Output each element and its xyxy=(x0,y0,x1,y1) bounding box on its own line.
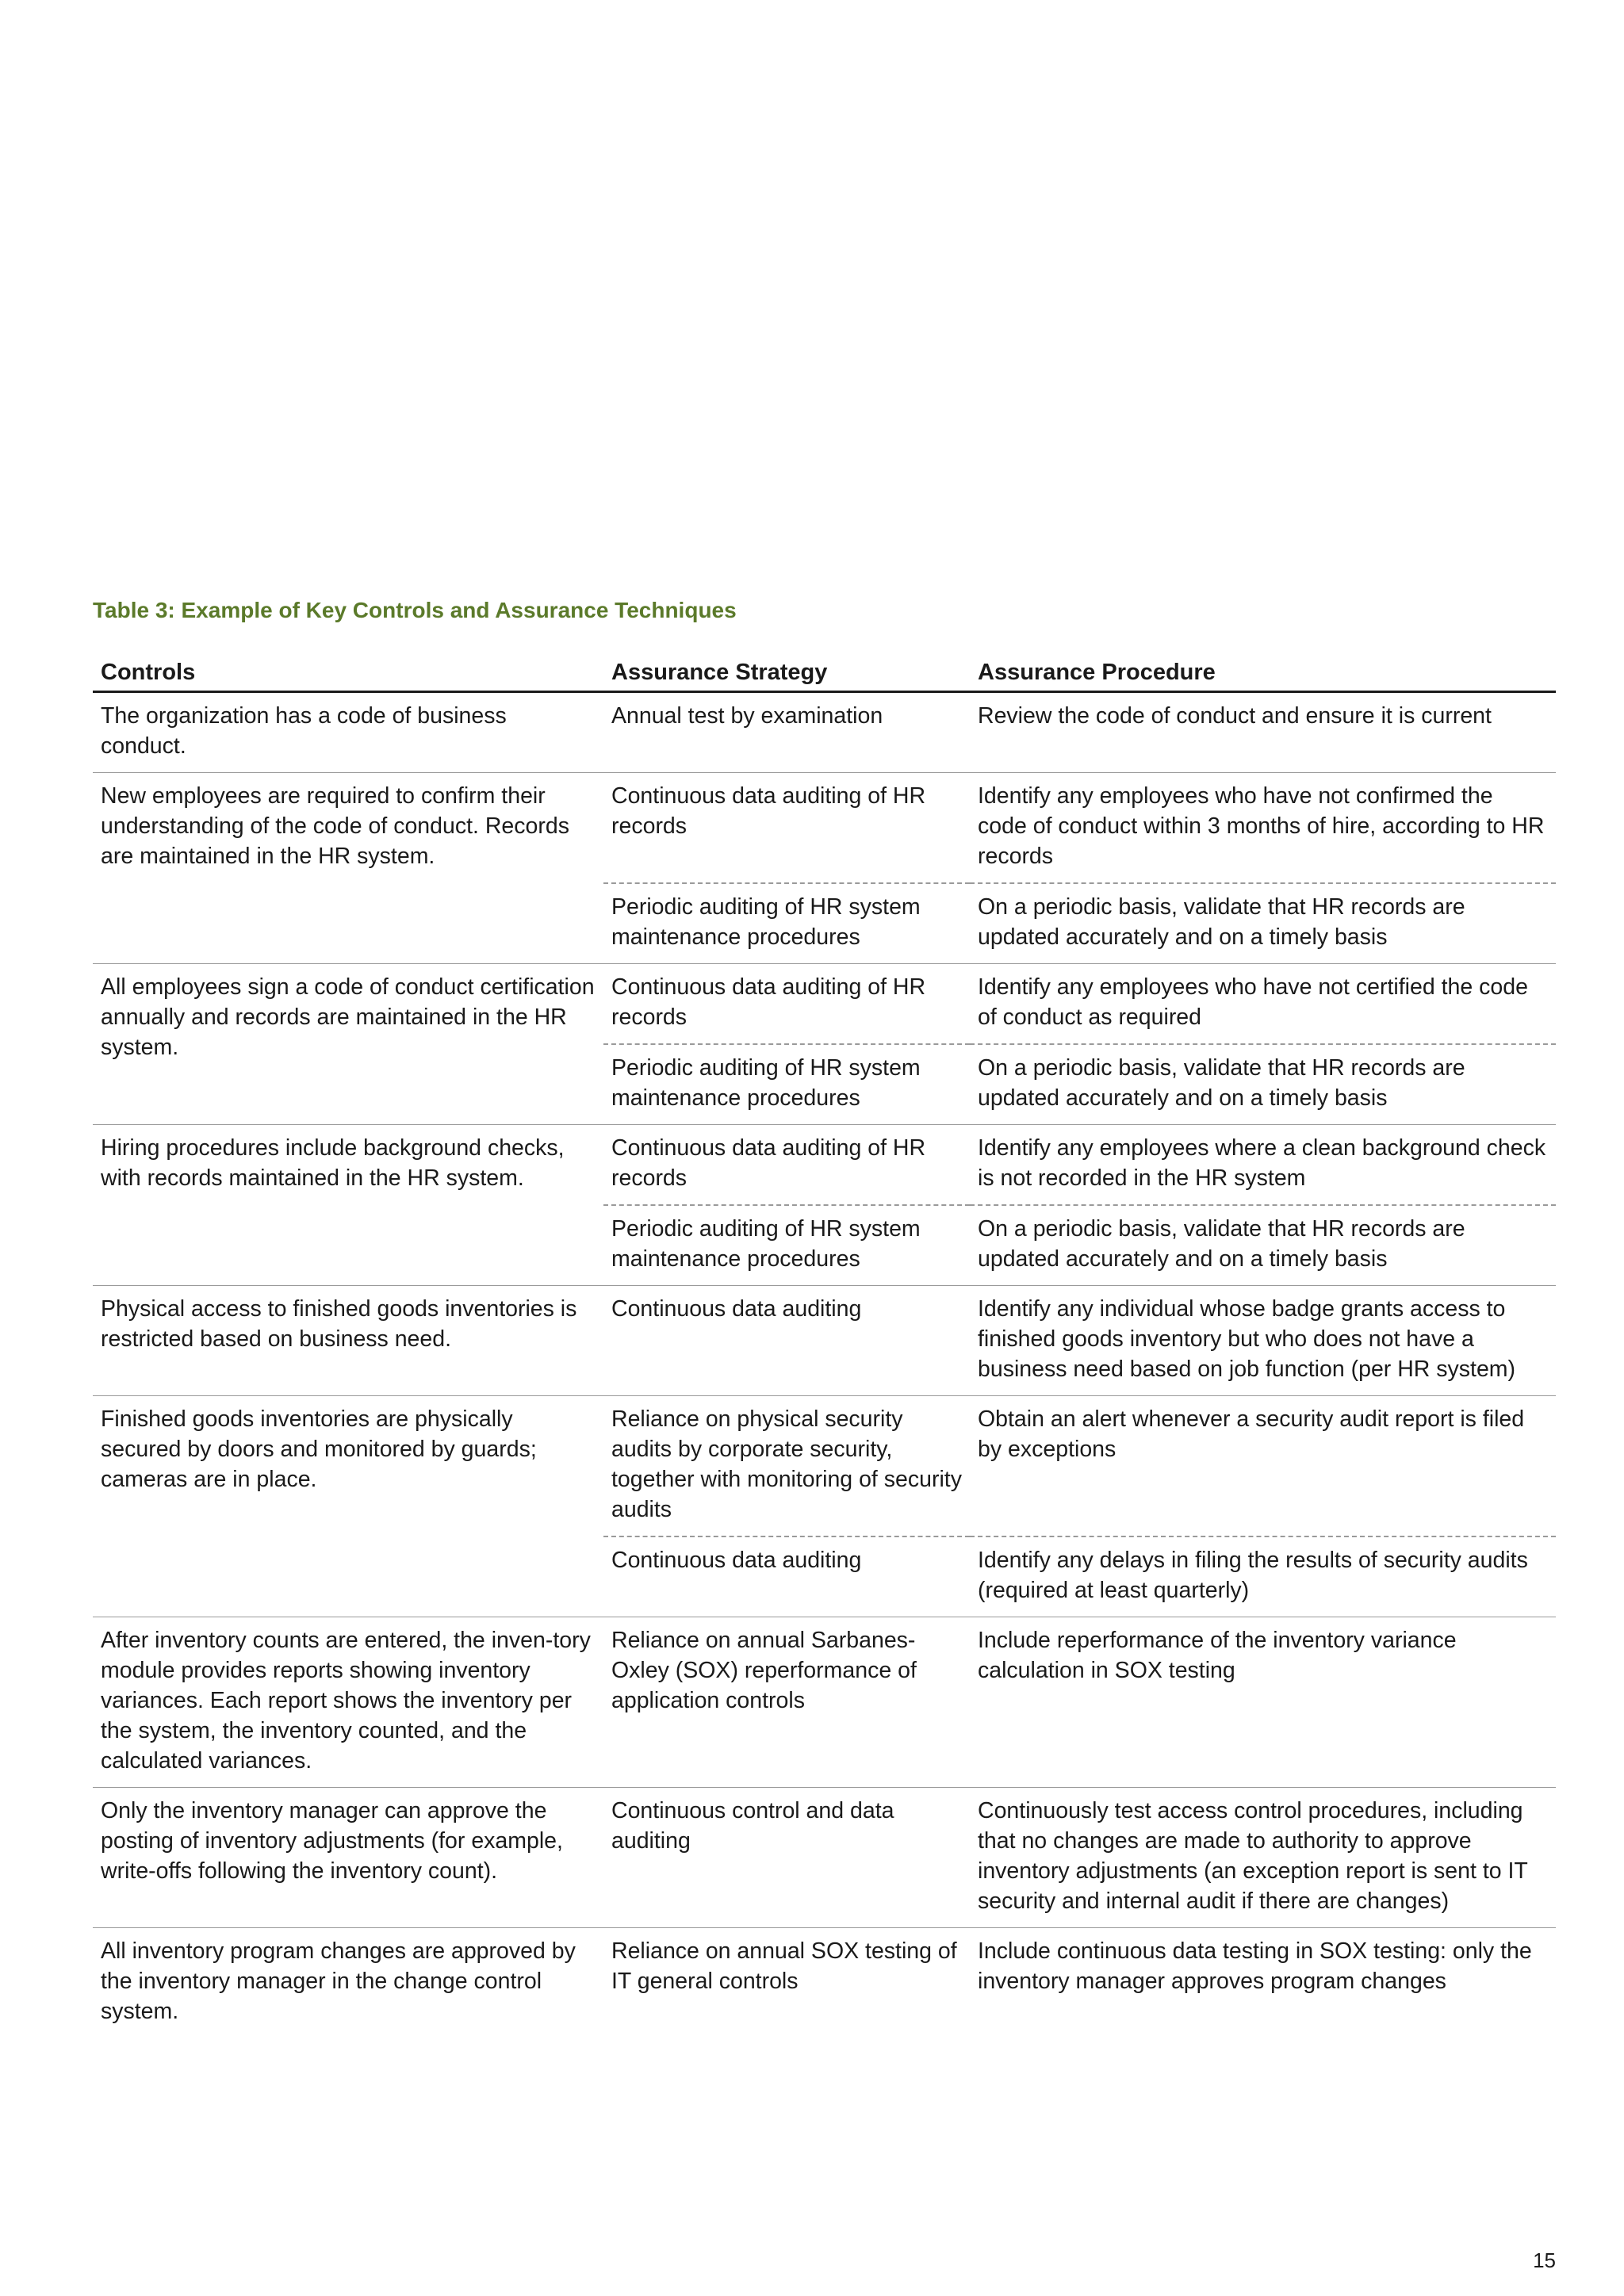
control-cell: All inventory program changes are approved by the inventory manager in the change control system. xyxy=(101,1938,576,2024)
table-row xyxy=(93,1788,1556,1928)
strategy-cell: Periodic auditing of HR system maintenance procedures xyxy=(603,1044,970,1125)
strategy-cell: Reliance on annual SOX testing of IT general controls xyxy=(611,1938,957,1994)
procedure-cell: Include continuous data testing in SOX testing: only the inventory manager approves program changes xyxy=(978,1938,1532,1994)
header-controls: Controls xyxy=(93,654,603,692)
table-row xyxy=(93,1617,1556,1788)
table-title: Table 3: Example of Key Controls and Assurance Techniques xyxy=(93,598,737,622)
control-cell: Finished goods inventories are physically secured by doors and monitored by guards; cameras are in place. xyxy=(93,1396,603,1617)
table-row xyxy=(93,773,1556,884)
table-row xyxy=(93,964,1556,1045)
table-row xyxy=(93,1928,1556,2038)
procedure-cell: On a periodic basis, validate that HR records are updated accurately and on a timely basis xyxy=(970,1044,1556,1125)
strategy-cell: Continuous control and data auditing xyxy=(603,1788,970,1928)
table-row xyxy=(93,1125,1556,1206)
procedure-cell: Continuously test access control procedures, including that no changes are made to authority to approve inventory adjustments (an exception report is sent to IT security and internal audit if there are changes) xyxy=(970,1788,1556,1928)
table-header-row xyxy=(93,654,1556,692)
control-cell: Physical access to finished goods inventories is restricted based on business need. xyxy=(93,1286,603,1396)
table-row xyxy=(93,1396,1556,1537)
strategy-cell: Continuous data auditing of HR records xyxy=(603,1125,970,1206)
control-cell: After inventory counts are entered, the inven-tory module provides reports showing inventory variances. Each report shows the inventory per the system, the inventory counted, and the calculated variances. xyxy=(93,1617,603,1788)
procedure-cell: Identify any employees who have not confirmed the code of conduct within 3 months of hire, according to HR records xyxy=(970,773,1556,884)
strategy-cell: Reliance on annual Sarbanes-Oxley (SOX) reperformance of application controls xyxy=(603,1617,970,1788)
page-number: 15 xyxy=(1533,2248,1556,2272)
procedure-cell: Identify any individual whose badge grants access to finished goods inventory but who does not have a business need based on job function (per HR system) xyxy=(970,1286,1556,1396)
strategy-cell: Continuous data auditing xyxy=(603,1286,970,1396)
procedure-cell: On a periodic basis, validate that HR records are updated accurately and on a timely basis xyxy=(970,883,1556,964)
table-row xyxy=(93,692,1556,773)
procedure-cell: Identify any employees who have not certified the code of conduct as required xyxy=(970,964,1556,1045)
controls-table xyxy=(93,654,1556,2038)
control-cell: The organization has a code of business conduct. xyxy=(93,692,603,773)
table-row xyxy=(93,1286,1556,1396)
procedure-cell: Include reperformance of the inventory variance calculation in SOX testing xyxy=(970,1617,1556,1788)
header-assurance-procedure: Assurance Procedure xyxy=(970,654,1556,692)
procedure-cell: On a periodic basis, validate that HR records are updated accurately and on a timely basis xyxy=(970,1205,1556,1286)
control-cell: Only the inventory manager can approve the posting of inventory adjustments (for example, write-offs following the inventory count). xyxy=(93,1788,603,1928)
strategy-cell: Annual test by examination xyxy=(603,692,970,773)
controls-table-container xyxy=(93,654,1556,2038)
procedure-cell: Identify any employees where a clean background check is not recorded in the HR system xyxy=(970,1125,1556,1206)
procedure-cell: Identify any delays in filing the results of security audits (required at least quarterly) xyxy=(970,1536,1556,1617)
strategy-cell: Periodic auditing of HR system maintenance procedures xyxy=(603,1205,970,1286)
strategy-cell: Continuous data auditing of HR records xyxy=(603,964,970,1045)
control-cell: All employees sign a code of conduct certification annually and records are maintained in the HR system. xyxy=(93,964,603,1125)
strategy-cell: Reliance on physical security audits by corporate security, together with monitoring of security audits xyxy=(603,1396,970,1537)
header-assurance-strategy: Assurance Strategy xyxy=(603,654,970,692)
control-cell: Hiring procedures include background checks, with records maintained in the HR system. xyxy=(93,1125,603,1286)
strategy-cell: Continuous data auditing xyxy=(603,1536,970,1617)
strategy-cell: Periodic auditing of HR system maintenance procedures xyxy=(603,883,970,964)
strategy-cell: Continuous data auditing of HR records xyxy=(603,773,970,884)
procedure-cell: Obtain an alert whenever a security audit report is filed by exceptions xyxy=(970,1396,1556,1537)
procedure-cell: Review the code of conduct and ensure it is current xyxy=(970,692,1556,773)
control-cell: New employees are required to confirm their understanding of the code of conduct. Records are maintained in the HR system. xyxy=(93,773,603,964)
